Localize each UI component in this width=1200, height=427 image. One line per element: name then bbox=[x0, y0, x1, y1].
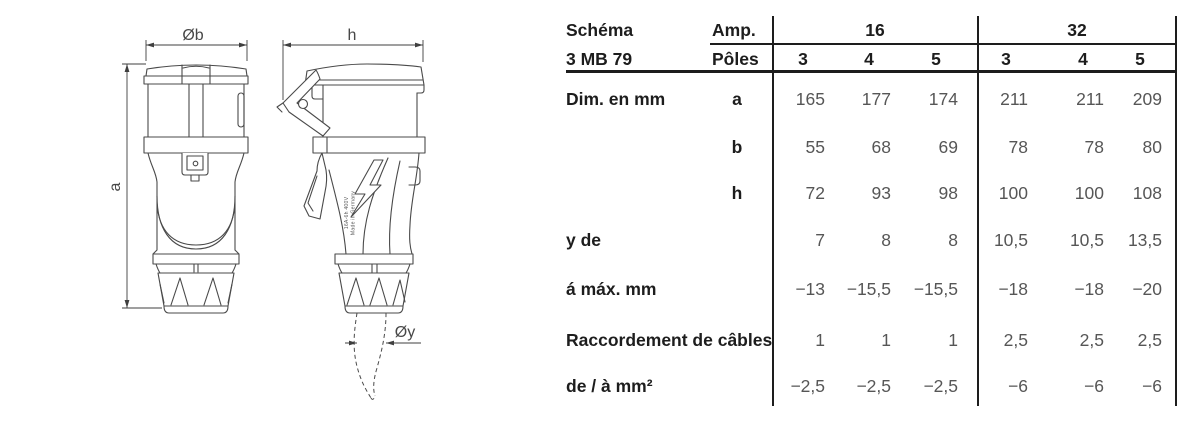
row-label: de / à mm² bbox=[566, 376, 653, 396]
row-label: Dim. en mm bbox=[566, 89, 666, 109]
table-cell: 2,5 bbox=[1003, 330, 1028, 350]
table-cell: 209 bbox=[1132, 89, 1162, 109]
dimension-diameter-b bbox=[146, 27, 247, 61]
poles-header: 5 bbox=[1135, 49, 1145, 69]
table-cell: 72 bbox=[805, 183, 825, 203]
amp-label: Amp. bbox=[712, 20, 756, 40]
row-label: y de bbox=[566, 230, 602, 250]
table-cell: 98 bbox=[938, 183, 958, 203]
schema-value: 3 MB 79 bbox=[566, 49, 633, 69]
product-marking-line2: Made in Germany bbox=[350, 190, 357, 236]
poles-header: 3 bbox=[798, 49, 808, 69]
poles-label: Pôles bbox=[712, 49, 759, 69]
table-cell: −18 bbox=[998, 279, 1028, 299]
table-cell: 8 bbox=[881, 230, 891, 250]
table-cell: 1 bbox=[948, 330, 958, 350]
dim-label-h: h bbox=[347, 27, 357, 44]
table-cell: 1 bbox=[881, 330, 891, 350]
table-cell: 100 bbox=[998, 183, 1028, 203]
table-cell: 1 bbox=[815, 330, 825, 350]
poles-header: 4 bbox=[1078, 49, 1088, 69]
table-cell: 8 bbox=[948, 230, 958, 250]
table-cell: −18 bbox=[1074, 279, 1104, 299]
table-cell: 93 bbox=[871, 183, 891, 203]
divider-right bbox=[1175, 16, 1177, 406]
table-cell: −6 bbox=[1084, 376, 1104, 396]
table-cell: −15,5 bbox=[846, 279, 891, 299]
table-cell: −20 bbox=[1132, 279, 1162, 299]
table-cell: −15,5 bbox=[913, 279, 958, 299]
table-cell: 174 bbox=[928, 89, 958, 109]
table-cell: 2,5 bbox=[1079, 330, 1104, 350]
dimension-a bbox=[107, 64, 162, 308]
table-cell: −2,5 bbox=[856, 376, 891, 396]
dim-label-diameter-b: Øb bbox=[182, 27, 204, 44]
row-sublabel: a bbox=[732, 89, 742, 109]
front-view bbox=[144, 65, 248, 313]
table-cell: 211 bbox=[1000, 89, 1028, 109]
table-cell: 69 bbox=[938, 137, 958, 157]
table-cell: 2,5 bbox=[1137, 330, 1162, 350]
amp-group-32: 32 bbox=[1067, 20, 1087, 40]
poles-header: 4 bbox=[864, 49, 874, 69]
table-cell: 7 bbox=[815, 230, 825, 250]
table-cell: 108 bbox=[1132, 183, 1162, 203]
table-cell: 165 bbox=[795, 89, 825, 109]
dim-label-diameter-y: Øy bbox=[394, 324, 416, 341]
row-label: Raccordement de câbles bbox=[566, 330, 773, 350]
product-marking-line1: 16A-6h 400V bbox=[344, 196, 350, 230]
side-view bbox=[277, 64, 425, 399]
poles-header: 3 bbox=[1001, 49, 1011, 69]
table-cell: 211 bbox=[1076, 89, 1104, 109]
table-cell: 177 bbox=[861, 89, 891, 109]
table-cell: 55 bbox=[805, 137, 825, 157]
rule-under-header bbox=[566, 70, 1176, 73]
row-sublabel: h bbox=[731, 183, 743, 203]
table-cell: −6 bbox=[1008, 376, 1028, 396]
table-cell: −2,5 bbox=[923, 376, 958, 396]
rule-under-amp-row bbox=[710, 43, 1176, 45]
row-label: á máx. mm bbox=[566, 279, 657, 299]
table-cell: 100 bbox=[1074, 183, 1104, 203]
technical-drawing bbox=[0, 0, 560, 427]
table-cell: 78 bbox=[1008, 137, 1028, 157]
dim-label-a: a bbox=[107, 182, 125, 192]
table-cell: 13,5 bbox=[1127, 230, 1162, 250]
row-sublabel: b bbox=[731, 137, 743, 157]
poles-header: 5 bbox=[931, 49, 941, 69]
table-cell: 80 bbox=[1142, 137, 1162, 157]
table-cell: 10,5 bbox=[1069, 230, 1104, 250]
table-cell: −2,5 bbox=[790, 376, 825, 396]
schema-label: Schéma bbox=[566, 20, 634, 40]
table-cell: −13 bbox=[795, 279, 825, 299]
table-cell: 78 bbox=[1084, 137, 1104, 157]
table-cell: 10,5 bbox=[993, 230, 1028, 250]
table-cell: 68 bbox=[871, 137, 891, 157]
amp-group-16: 16 bbox=[865, 20, 885, 40]
table-cell: −6 bbox=[1142, 376, 1162, 396]
